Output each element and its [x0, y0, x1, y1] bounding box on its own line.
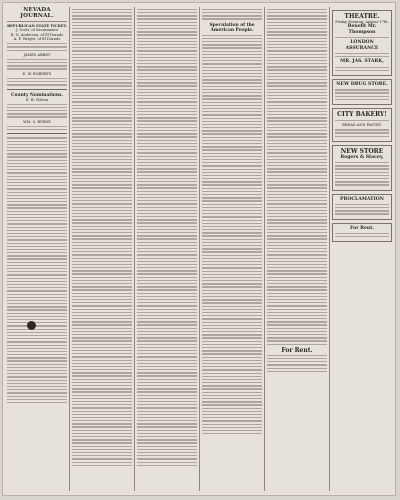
rent-ad — [332, 223, 392, 243]
bakery-bread: BREAD AND PASTRY. — [342, 123, 382, 128]
theatre-ad — [332, 10, 392, 76]
column-5 — [267, 7, 327, 491]
store-ad — [332, 145, 392, 191]
ticket-name-2: R. N. Anderson, of El Dorado — [10, 32, 64, 37]
bakery-title: CITY BAKERY! — [337, 110, 387, 118]
theatre-benefit: Benefit Mr. Thompson — [347, 24, 377, 35]
column-2 — [72, 7, 132, 491]
theatre-play: LONDON ASSURANCE — [345, 40, 379, 51]
ticket-name-1: J. Scott, of Sacramento — [16, 28, 58, 33]
drug-store-title: NEW DRUG STORE. — [336, 81, 388, 87]
county-name-2: E. W. ROBERTS — [22, 71, 52, 76]
county-nominations-heading: County Nominations. — [10, 92, 64, 98]
bakery-ad — [332, 108, 392, 142]
column-4 — [202, 7, 262, 491]
county-name-4: WM. S. BYRNE — [23, 119, 51, 124]
ink-blot — [27, 321, 36, 330]
column-3 — [137, 7, 197, 491]
column-4-headline: Speculation of the American People. — [209, 22, 255, 33]
county-name-1: JAMES ABBEY — [23, 52, 51, 57]
ticket-name-3: A. F. Wright, of El Dorado — [13, 36, 61, 41]
newspaper-page — [2, 2, 396, 496]
store-title: NEW STORE — [340, 147, 384, 155]
drug-store-ad — [332, 79, 392, 105]
store-owners: Rogers & Stacey, — [340, 154, 384, 160]
column-6-ads — [332, 7, 392, 491]
theatre-star: MR. JAS. STARK, — [340, 59, 384, 65]
theatre-date: Friday Evening, August 17th, — [335, 20, 389, 24]
proclamation-title: PROCLAMATION — [340, 196, 384, 202]
theatre-title: THEATRE. — [344, 13, 380, 20]
ticket-heading: REPUBLICAN STATE TICKET. — [7, 24, 67, 29]
rent-title: For Rent. — [350, 225, 374, 231]
masthead: NEVADA JOURNAL. — [20, 7, 54, 19]
column-5-for-rent: For Rent. — [281, 346, 313, 354]
column-1 — [7, 7, 67, 491]
county-name-3: E. B. Wilcox — [26, 97, 48, 102]
proclamation-ad — [332, 194, 392, 220]
